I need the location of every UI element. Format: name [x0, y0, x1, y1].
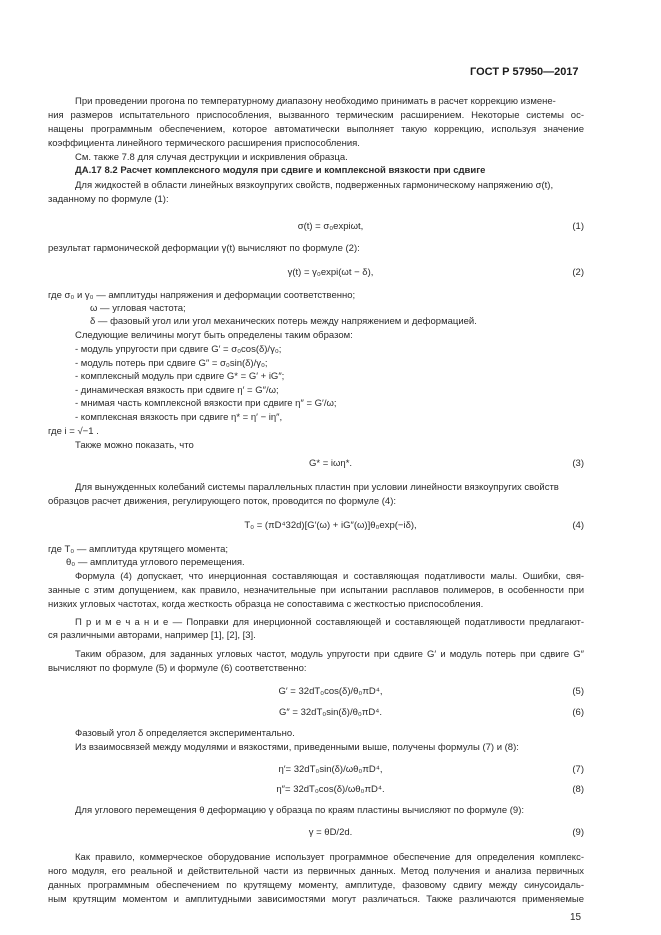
paragraph-line: Из взаимосвязей между модулями и вязкостями, приведенными выше, получены формулы (7) и (8):	[75, 742, 519, 753]
where-line: где σ₀ и γ₀ — амплитуды напряжения и деформации соответственно;	[48, 290, 356, 301]
where-line: ω — угловая частота;	[90, 303, 186, 314]
equation-8: η″= 32dT₀cos(δ)/ωθ₀πD⁴.	[276, 784, 385, 795]
list-item: - мнимая часть комплексной вязкости при сдвиге η″ = G′/ω;	[75, 398, 337, 409]
paragraph-line: Таким образом, для заданных угловых частот, модуль упругости при сдвиге G′ и модуль потерь при сдвиге G″	[75, 649, 584, 660]
paragraph-line: Следующие величины могут быть определены таким образом:	[75, 330, 353, 341]
paragraph-line: Для углового перемещения θ деформацию γ образца по краям пластины вычисляют по формуле (9):	[75, 805, 525, 816]
equation-7: η′= 32dT₀sin(δ)/ωθ₀πD⁴,	[278, 764, 383, 775]
equation-number: (5)	[572, 686, 584, 697]
paragraph-line: ного модуля, его реальной и действительной части из первичных данных. Метод получения и анализа первичных	[48, 866, 584, 877]
equation-3: G* = iωη*.	[308, 458, 353, 469]
paragraph-line: Фазовый угол δ определяется экспериментально.	[75, 728, 295, 739]
paragraph-line: занные с этим допущением, как правило, незначительные при испытании расплавов полимеров, в особенности при	[48, 585, 584, 596]
paragraph-line: Как правило, коммерческое оборудование использует программное обеспечение для определения комплекс-	[75, 852, 584, 863]
where-line: δ — фазовый угол или угол механических потерь между напряжением и деформацией.	[90, 316, 477, 327]
equation-2: γ(t) = γ₀expi(ωt − δ),	[287, 267, 374, 278]
list-item: - динамическая вязкость при сдвиге η′ = G″/ω;	[75, 385, 279, 396]
paragraph-line: Для жидкостей в области линейных вязкоупругих свойств, подверженных гармоническому напряжению σ(t),	[75, 180, 554, 191]
list-item: - модуль потерь при сдвиге G″ = σ₀sin(δ)/γ₀;	[75, 358, 268, 369]
paragraph-line: низких угловых частотах, когда жесткость образца не сопоставима с жесткостью приспособления.	[48, 599, 484, 610]
paragraph-line: Для вынужденных колебаний системы параллельных пластин при условии линейности вязкоупругих свойств	[75, 482, 559, 493]
paragraph-line: ным крутящим моментом и амплитудными зависимостями могут различаться. Также различаются применяемые	[48, 894, 584, 905]
paragraph-line: Также можно показать, что	[75, 440, 194, 451]
equation-number: (9)	[572, 827, 584, 838]
paragraph-line: нащены программным обеспечением, которое автоматически выполняет такую коррекцию, используя значение	[48, 124, 584, 135]
list-item: - комплексная вязкость при сдвиге η* = η′ − iη″,	[75, 412, 283, 423]
paragraph-line: При проведении прогона по температурному диапазону необходимо принимать в расчет коррекцию измене-	[75, 96, 556, 107]
paragraph-line: Формула (4) допускает, что инерционная составляющая и составляющая податливости малы. Ошибки, свя-	[75, 571, 584, 582]
paragraph-line: образцов расчет движения, регулирующего поток, проводится по формуле (4):	[48, 496, 397, 507]
paragraph-line: См. также 7.8 для случая деструкции и искривления образца.	[75, 152, 348, 163]
equation-number: (3)	[572, 458, 584, 469]
paragraph-line: данных программным обеспечением по крутящему моменту, амплитуде, фазовому сдвигу между синусоидаль-	[48, 880, 584, 891]
list-item: - комплексный модуль при сдвиге G* = G′ + iG″;	[75, 371, 285, 382]
equation-4: T₀ = (πD⁴32d)[G′(ω) + iG″(ω)]θ₀exp(−iδ),	[244, 520, 417, 531]
page-number: 15	[570, 912, 582, 923]
section-heading: ДА.17 8.2 Расчет комплексного модуля при сдвиге и комплексной вязкости при сдвиге	[75, 165, 486, 176]
where-line: θ₀ — амплитуда углового перемещения.	[66, 557, 245, 568]
note-line: П р и м е ч а н и е — Поправки для инерционной составляющей и составляющей податливости предлагают-	[75, 617, 584, 628]
equation-number: (6)	[572, 707, 584, 718]
equation-number: (4)	[572, 520, 584, 531]
list-item: - модуль упругости при сдвиге G′ = σ₀cos(δ)/γ₀;	[75, 344, 282, 355]
note-line: ся различными авторами, например [1], [2], [3].	[48, 630, 256, 641]
paragraph-line: заданному по формуле (1):	[48, 194, 169, 205]
equation-number: (1)	[572, 221, 584, 232]
equation-9: γ = θD/2d.	[308, 827, 353, 838]
paragraph-line: результат гармонической деформации γ(t) вычисляют по формуле (2):	[48, 243, 360, 254]
equation-number: (8)	[572, 784, 584, 795]
equation-5: G′ = 32dT₀cos(δ)/θ₀πD⁴,	[278, 686, 383, 697]
where-line: где i = √−1 .	[48, 426, 99, 437]
document-header: ГОСТ Р 57950—2017	[470, 66, 579, 78]
equation-1: σ(t) = σ₀expiωt,	[297, 221, 364, 232]
equation-6: G″ = 32dT₀sin(δ)/θ₀πD⁴.	[279, 707, 382, 718]
equation-number: (2)	[572, 267, 584, 278]
paragraph-line: коэффициента линейного термического расширения приспособления.	[48, 138, 360, 149]
where-line: где T₀ — амплитуда крутящего момента;	[48, 544, 228, 555]
paragraph-line: вычисляют по формуле (5) и формуле (6) соответственно:	[48, 663, 307, 674]
equation-number: (7)	[572, 764, 584, 775]
paragraph-line: ния размеров испытательного приспособления, вызванного термическим расширением. Некоторые системы ос-	[48, 110, 584, 121]
